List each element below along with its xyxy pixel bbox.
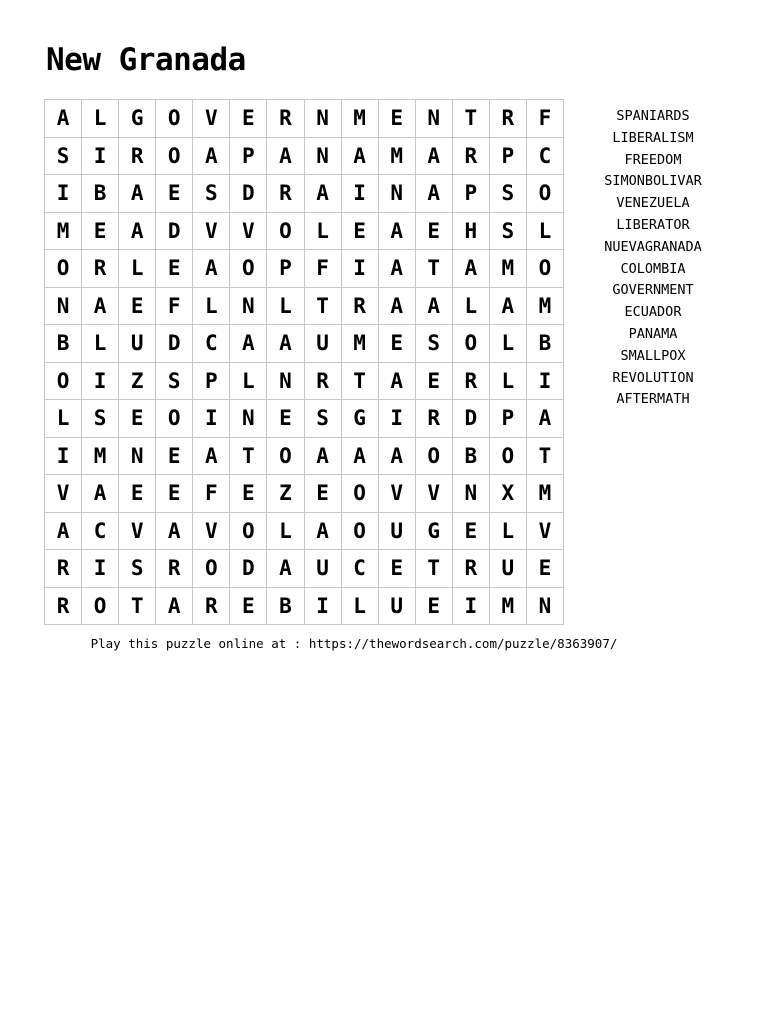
word-list-item: NUEVAGRANADA (604, 238, 702, 255)
grid-cell[interactable]: O (156, 138, 193, 176)
grid-cell[interactable]: N (45, 288, 82, 326)
grid-cell[interactable]: R (490, 100, 527, 138)
grid-cell[interactable]: L (267, 288, 304, 326)
grid-cell[interactable]: O (527, 250, 564, 288)
grid-cell[interactable]: S (82, 400, 119, 438)
grid-cell[interactable]: L (82, 100, 119, 138)
grid-cell[interactable]: E (379, 100, 416, 138)
grid-cell[interactable]: E (119, 288, 156, 326)
grid-cell[interactable]: L (305, 213, 342, 251)
grid-cell[interactable]: H (453, 213, 490, 251)
grid-cell[interactable]: E (119, 400, 156, 438)
grid-cell[interactable]: E (119, 475, 156, 513)
grid-cell[interactable]: R (453, 550, 490, 588)
grid-cell[interactable]: L (82, 325, 119, 363)
grid-cell[interactable]: G (119, 100, 156, 138)
grid-cell[interactable]: C (527, 138, 564, 176)
grid-cell[interactable]: L (45, 400, 82, 438)
grid-cell[interactable]: A (416, 175, 453, 213)
grid-cell[interactable]: V (193, 513, 230, 551)
grid-cell[interactable]: V (379, 475, 416, 513)
grid-cell[interactable]: M (490, 588, 527, 626)
grid-cell[interactable]: N (267, 363, 304, 401)
grid-cell[interactable]: R (119, 138, 156, 176)
grid-cell[interactable]: A (305, 175, 342, 213)
grid-cell[interactable]: T (527, 438, 564, 476)
grid-cell[interactable]: E (416, 588, 453, 626)
word-list-item: AFTERMATH (616, 391, 690, 408)
word-list-item: VENEZUELA (616, 195, 690, 212)
grid-cell[interactable]: D (230, 550, 267, 588)
grid-cell[interactable]: S (416, 325, 453, 363)
grid-cell[interactable]: V (119, 513, 156, 551)
grid-cell[interactable]: C (82, 513, 119, 551)
grid-cell[interactable]: V (527, 513, 564, 551)
grid-cell[interactable]: E (156, 175, 193, 213)
word-list-item: SPANIARDS (616, 108, 690, 124)
grid-cell[interactable]: G (416, 513, 453, 551)
grid-cell[interactable]: S (156, 363, 193, 401)
grid-cell[interactable]: E (230, 100, 267, 138)
grid-cell[interactable]: A (379, 438, 416, 476)
grid-cell[interactable]: I (82, 138, 119, 176)
grid-cell[interactable]: C (193, 325, 230, 363)
grid-cell[interactable]: U (379, 588, 416, 626)
grid-cell[interactable]: E (453, 513, 490, 551)
grid-cell[interactable]: I (453, 588, 490, 626)
grid-cell[interactable]: I (527, 363, 564, 401)
grid-cell[interactable]: P (453, 175, 490, 213)
grid-cell[interactable]: A (156, 588, 193, 626)
grid-cell[interactable]: I (305, 588, 342, 626)
grid-cell[interactable]: A (267, 138, 304, 176)
grid-cell[interactable]: A (453, 250, 490, 288)
grid-cell[interactable]: L (490, 513, 527, 551)
word-list-item: SMALLPOX (620, 347, 686, 364)
grid-cell[interactable]: P (230, 138, 267, 176)
grid-cell[interactable]: O (156, 400, 193, 438)
grid-cell[interactable]: A (193, 438, 230, 476)
grid-cell[interactable]: D (156, 325, 193, 363)
grid-cell[interactable]: I (379, 400, 416, 438)
word-list-item: SIMONBOLIVAR (604, 173, 702, 190)
grid-cell[interactable]: S (490, 213, 527, 251)
grid-cell[interactable]: E (156, 475, 193, 513)
grid-cell[interactable]: E (527, 550, 564, 588)
grid-cell[interactable]: A (193, 138, 230, 176)
grid-cell[interactable]: B (45, 325, 82, 363)
word-list-item: FREEDOM (624, 151, 682, 168)
grid-cell[interactable]: L (342, 588, 379, 626)
grid-cell[interactable]: U (305, 325, 342, 363)
grid-cell[interactable]: O (45, 250, 82, 288)
grid-cell[interactable]: A (416, 138, 453, 176)
word-list-item: REVOLUTION (612, 369, 694, 386)
grid-cell[interactable]: N (416, 100, 453, 138)
word-list-item: LIBERATOR (616, 216, 690, 233)
grid-cell[interactable]: S (119, 550, 156, 588)
grid-cell[interactable]: F (305, 250, 342, 288)
grid-cell[interactable]: R (156, 550, 193, 588)
grid-cell[interactable]: R (267, 100, 304, 138)
grid-cell[interactable]: B (267, 588, 304, 626)
grid-cell[interactable]: A (267, 325, 304, 363)
grid-cell[interactable]: O (490, 438, 527, 476)
grid-cell[interactable]: T (416, 250, 453, 288)
grid-cell[interactable]: P (490, 138, 527, 176)
word-list-item: LIBERALISM (612, 129, 694, 146)
grid-cell[interactable]: R (82, 250, 119, 288)
word-list-item: ECUADOR (624, 304, 682, 321)
grid-cell[interactable]: V (193, 213, 230, 251)
grid-cell[interactable]: A (45, 100, 82, 138)
grid-cell[interactable]: I (342, 175, 379, 213)
grid-cell[interactable]: R (45, 550, 82, 588)
grid-cell[interactable]: C (342, 550, 379, 588)
grid-cell[interactable]: A (119, 213, 156, 251)
grid-cell[interactable]: N (379, 175, 416, 213)
grid-cell[interactable]: S (45, 138, 82, 176)
grid-cell[interactable]: A (379, 250, 416, 288)
grid-cell[interactable]: R (193, 588, 230, 626)
grid-cell[interactable]: N (527, 588, 564, 626)
grid-cell[interactable]: E (305, 475, 342, 513)
grid-cell[interactable]: R (453, 138, 490, 176)
grid-cell[interactable]: T (342, 363, 379, 401)
grid-cell[interactable]: E (156, 250, 193, 288)
grid-cell[interactable]: S (490, 175, 527, 213)
grid-cell[interactable]: A (82, 288, 119, 326)
grid-cell[interactable]: N (305, 100, 342, 138)
grid-cell[interactable]: M (82, 438, 119, 476)
grid-cell[interactable]: D (230, 175, 267, 213)
grid-cell[interactable]: I (45, 175, 82, 213)
grid-cell[interactable]: T (119, 588, 156, 626)
grid-cell[interactable]: Z (119, 363, 156, 401)
grid-cell[interactable]: L (490, 363, 527, 401)
grid-cell[interactable]: D (453, 400, 490, 438)
grid-cell[interactable]: N (230, 400, 267, 438)
grid-cell[interactable]: T (230, 438, 267, 476)
grid-cell[interactable]: U (119, 325, 156, 363)
grid-cell[interactable]: F (527, 100, 564, 138)
word-list-item: COLOMBIA (620, 260, 686, 277)
grid-cell[interactable]: A (379, 363, 416, 401)
grid-cell[interactable]: V (45, 475, 82, 513)
grid-cell[interactable]: A (490, 288, 527, 326)
word-list (592, 106, 714, 411)
grid-cell[interactable]: N (119, 438, 156, 476)
grid-cell[interactable]: P (490, 400, 527, 438)
grid-cell[interactable]: O (527, 175, 564, 213)
grid-cell[interactable]: F (193, 475, 230, 513)
grid-cell[interactable]: M (527, 288, 564, 326)
grid-cell[interactable]: L (490, 325, 527, 363)
letter-grid (44, 99, 564, 625)
grid-cell[interactable]: V (193, 100, 230, 138)
grid-cell[interactable]: A (527, 400, 564, 438)
word-list-item: PANAMA (628, 325, 678, 342)
grid-cell[interactable]: N (230, 288, 267, 326)
grid-cell[interactable]: O (230, 513, 267, 551)
grid-cell[interactable]: O (416, 438, 453, 476)
grid-cell[interactable]: P (193, 363, 230, 401)
grid-cell[interactable]: I (342, 250, 379, 288)
grid-cell[interactable]: A (342, 138, 379, 176)
grid-cell[interactable]: I (193, 400, 230, 438)
grid-cell[interactable]: M (490, 250, 527, 288)
grid-cell[interactable]: R (45, 588, 82, 626)
grid-cell[interactable]: S (305, 400, 342, 438)
grid-cell[interactable]: O (267, 438, 304, 476)
grid-cell[interactable]: A (379, 288, 416, 326)
grid-cell[interactable]: A (156, 513, 193, 551)
footer (0, 634, 768, 654)
grid-cell[interactable]: I (82, 363, 119, 401)
grid-cell[interactable]: B (82, 175, 119, 213)
footer-text[interactable]: Play this puzzle online at : https://thewordsearch.com/puzzle/8363907/ (90, 636, 618, 651)
grid-cell[interactable]: M (379, 138, 416, 176)
grid-cell[interactable]: N (453, 475, 490, 513)
grid-cell[interactable]: E (82, 213, 119, 251)
grid-cell[interactable]: S (193, 175, 230, 213)
grid-cell[interactable]: T (453, 100, 490, 138)
grid-cell[interactable]: A (379, 213, 416, 251)
grid-cell[interactable]: E (230, 588, 267, 626)
grid-cell[interactable]: D (156, 213, 193, 251)
grid-cell[interactable]: A (342, 438, 379, 476)
grid-cell[interactable]: E (379, 550, 416, 588)
grid-cell[interactable]: Z (267, 475, 304, 513)
grid-cell[interactable]: M (342, 325, 379, 363)
grid-cell[interactable]: A (230, 325, 267, 363)
grid-cell[interactable]: E (156, 438, 193, 476)
grid-cell[interactable]: O (45, 363, 82, 401)
grid-cell[interactable]: E (267, 400, 304, 438)
grid-cell[interactable]: P (267, 250, 304, 288)
grid-cell[interactable]: O (156, 100, 193, 138)
word-list-item: GOVERNMENT (612, 282, 694, 299)
grid-cell[interactable]: L (193, 288, 230, 326)
grid-cell[interactable]: O (230, 250, 267, 288)
grid-cell[interactable]: O (193, 550, 230, 588)
grid-cell[interactable]: A (416, 288, 453, 326)
grid-cell[interactable]: B (453, 438, 490, 476)
grid-cell[interactable]: O (342, 475, 379, 513)
grid-cell[interactable]: V (230, 213, 267, 251)
grid-cell[interactable]: A (193, 250, 230, 288)
grid-cell[interactable]: E (416, 363, 453, 401)
grid-cell[interactable]: T (416, 550, 453, 588)
grid-cell[interactable]: X (490, 475, 527, 513)
grid-cell[interactable]: A (305, 513, 342, 551)
grid-cell[interactable]: F (156, 288, 193, 326)
grid-cell[interactable]: L (230, 363, 267, 401)
grid-cell[interactable]: U (490, 550, 527, 588)
grid-cell[interactable]: R (453, 363, 490, 401)
grid-cell[interactable]: A (267, 550, 304, 588)
grid-cell[interactable]: L (267, 513, 304, 551)
grid-cell[interactable]: E (342, 213, 379, 251)
grid-cell[interactable]: N (305, 138, 342, 176)
grid-cell[interactable]: L (119, 250, 156, 288)
grid-cell[interactable]: L (453, 288, 490, 326)
grid-cell[interactable]: U (379, 513, 416, 551)
grid-cell[interactable]: A (305, 438, 342, 476)
grid-cell[interactable]: O (82, 588, 119, 626)
grid-cell[interactable]: G (342, 400, 379, 438)
grid-cell[interactable]: L (527, 213, 564, 251)
grid-cell[interactable]: R (267, 175, 304, 213)
grid-cell[interactable]: M (45, 213, 82, 251)
grid-cell[interactable]: V (416, 475, 453, 513)
grid-cell[interactable]: A (119, 175, 156, 213)
grid-cell[interactable]: O (342, 513, 379, 551)
grid-cell[interactable]: R (416, 400, 453, 438)
grid-cell[interactable]: A (45, 513, 82, 551)
grid-cell[interactable]: O (267, 213, 304, 251)
grid-cell[interactable]: B (527, 325, 564, 363)
page-title: New Granada (46, 42, 246, 78)
grid-cell[interactable]: R (305, 363, 342, 401)
grid-cell[interactable]: A (82, 475, 119, 513)
grid-cell[interactable]: E (379, 325, 416, 363)
grid-cell[interactable]: R (342, 288, 379, 326)
grid-cell[interactable]: M (342, 100, 379, 138)
grid-cell[interactable]: M (527, 475, 564, 513)
grid-cell[interactable]: E (230, 475, 267, 513)
grid-cell[interactable]: I (82, 550, 119, 588)
grid-cell[interactable]: U (305, 550, 342, 588)
grid-cell[interactable]: O (453, 325, 490, 363)
grid-cell[interactable]: I (45, 438, 82, 476)
grid-cell[interactable]: T (305, 288, 342, 326)
grid-cell[interactable]: E (416, 213, 453, 251)
